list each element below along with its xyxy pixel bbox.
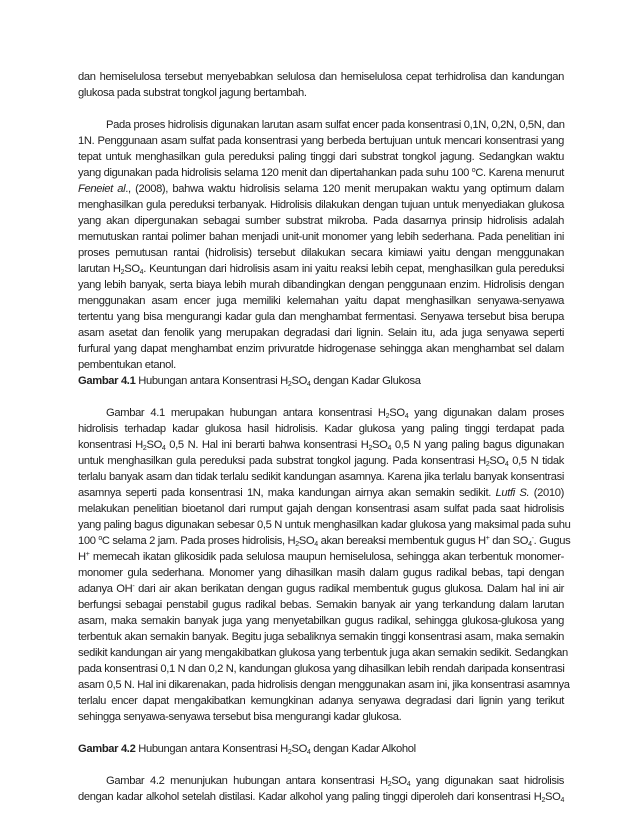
text-span: Hubungan antara Konsentrasi H bbox=[135, 375, 288, 387]
subscript: 4 bbox=[504, 461, 509, 468]
text-line: Pada proses hidrolisis digunakan larutan asam sulfat encer pada konsentrasi 0,1N, 0,2N, 0,5N, dan bbox=[106, 119, 565, 131]
text-span: 0,5 N yang paling bagus digunakan bbox=[391, 439, 564, 451]
subscript: 4 bbox=[161, 445, 166, 452]
text-span: . Gugus bbox=[533, 535, 571, 547]
subscript: 4 bbox=[306, 749, 311, 756]
subscript: 4 bbox=[306, 381, 311, 388]
text-span: dengan Kadar Glukosa bbox=[310, 375, 421, 387]
subscript: 2 bbox=[541, 797, 545, 804]
text-span: Hubungan antara Konsentrasi H bbox=[135, 743, 288, 755]
text-span: 100 bbox=[78, 535, 99, 547]
citation-author: Lutfi S. bbox=[495, 487, 530, 499]
text-line bbox=[78, 582, 564, 597]
text-span: SO bbox=[544, 791, 561, 803]
figure-number: Gambar 4.2 bbox=[78, 743, 136, 755]
figure-number: Gambar 4.1 bbox=[78, 375, 136, 387]
text-span: yang digunakan dalam proses bbox=[408, 407, 565, 419]
text-line: yang lebih banyak, serta biaya lebih murah dibandingkan dengan penggunaan enzim. Hidrolisis dengan bbox=[78, 279, 564, 291]
text-line: menghasilkan gula pereduksi terbanyak. Hidrolisis dilakukan dengan tujuan untuk menyediakan glukosa bbox=[78, 199, 564, 211]
superscript: o bbox=[471, 167, 476, 174]
text-line bbox=[78, 454, 564, 469]
subscript: 4 bbox=[314, 541, 318, 548]
text-line bbox=[78, 262, 564, 277]
subscript: 2 bbox=[142, 445, 147, 452]
text-line bbox=[78, 166, 564, 181]
text-span: dengan Kadar Alkohol bbox=[310, 743, 416, 755]
text-line: melakukan penelitian bioetanol dari rumput gajah dengan konsentrasi asam sulfat pada saat hidrolisis bbox=[78, 503, 564, 515]
text-span: ., (2008), bahwa waktu hidrolisis selama 120 menit merupakan waktu yang optimum dalam bbox=[125, 183, 564, 195]
text-line: pembentukan etanol. bbox=[78, 359, 176, 371]
text-line bbox=[78, 438, 564, 453]
text-line: hidrolisis terhadap kadar glukosa hasil hidrolisis. Kadar glukosa yang paling tinggi terdapat pada bbox=[78, 423, 564, 435]
text-line: asam, maka semakin banyak juga yang menyetabilkan gugus radikal, sehingga glukosa-glukosa yang bbox=[78, 615, 564, 627]
subscript: 2 bbox=[485, 461, 490, 468]
text-line: asam asetat dan fenolik yang merupakan degradasi dari lignin. Selain itu, ada juga senyawa seperti bbox=[78, 327, 564, 339]
text-span: SO bbox=[391, 775, 407, 787]
subscript: 4 bbox=[406, 781, 411, 788]
text-span: C. Karena menurut bbox=[475, 167, 564, 179]
text-span: SO bbox=[291, 743, 307, 755]
subscript: 2 bbox=[385, 413, 390, 420]
text-line: yang paling bagus digunakan sebesar 0,5 N untuk menghasilkan kadar glukosa yang maksimal pada suhu bbox=[78, 519, 571, 531]
text-line: pada konsentrasi 0,1 N dan 0,2 N, kandungan glukosa yang dihasilkan lebih rendah daripada konsentrasi bbox=[78, 663, 565, 675]
superscript: o bbox=[98, 535, 102, 542]
text-span: SO bbox=[489, 455, 505, 467]
text-span: H bbox=[78, 551, 86, 563]
text-span: yang digunakan pada hidrolisis selama 120 menit dan dipertahankan pada suhu 100 bbox=[78, 167, 472, 179]
superscript: - bbox=[531, 535, 534, 542]
text-span: untuk menghasilkan gula pereduksi pada substrat tongkol jagung. Pada konsentrasi H bbox=[78, 455, 486, 467]
text-span: . Keuntungan dari hidrolisis asam ini yaitu reaksi lebih cepat, menghasilkan gula pereduksi bbox=[143, 263, 564, 275]
text-span: Gambar 4.2 menunjukan hubungan antara konsentrasi H bbox=[106, 775, 388, 787]
citation-author: Feneiet al bbox=[78, 183, 126, 195]
subscript: 2 bbox=[368, 445, 372, 452]
text-span: 0,5 N. Hal ini berarti bahwa konsentrasi H bbox=[165, 439, 369, 451]
text-span: dengan kadar alkohol setelah distilasi. Kadar alkohol yang paling tinggi diperoleh dari konsentrasi H bbox=[78, 791, 542, 803]
text-span: Gambar 4.1 merupakan hubungan antara konsentrasi H bbox=[106, 407, 386, 419]
subscript: 2 bbox=[295, 541, 299, 548]
superscript: + bbox=[85, 551, 90, 558]
text-line: monomer gula sederhana. Monomer yang dihasilkan masih dalam gugus radikal bebas, tapi dengan bbox=[78, 567, 564, 579]
text-line bbox=[78, 790, 564, 805]
text-span: SO bbox=[298, 535, 315, 547]
subscript: 4 bbox=[139, 269, 144, 276]
text-span: larutan H bbox=[78, 263, 121, 275]
text-line bbox=[106, 406, 564, 421]
subscript: 4 bbox=[387, 445, 392, 452]
text-span: 0,5 N tidak bbox=[508, 455, 564, 467]
text-line bbox=[78, 486, 564, 501]
text-line: asam 0,5 N. Hal ini dikarenakan, pada hidrolisis dengan menggunakan asam ini, jika konsentrasi asamnya bbox=[78, 679, 570, 691]
text-span: SO bbox=[124, 263, 140, 275]
subscript: 4 bbox=[404, 413, 409, 420]
subscript: 2 bbox=[287, 381, 292, 388]
text-span: SO bbox=[291, 375, 307, 387]
text-line bbox=[78, 550, 564, 565]
text-line: yang akan dipergunakan sebagai sumber substrat mikroba. Pada dasarnya prinsip hidrolisis adalah bbox=[78, 215, 564, 227]
figure-caption bbox=[78, 374, 564, 389]
text-line: terlalu encer dapat mengakibatkan kemungkinan adanya senyawa degradasi dari lignin yang terikut bbox=[78, 695, 564, 707]
text-line: terbentuk akan semakin banyak. Begitu juga sebaliknya semakin tinggi konsentrasi asam, maka semakin bbox=[78, 631, 564, 643]
text-line: memutuskan rantai polimer bahan menjadi unit-unit monomer yang lebih sederhana. Pada penelitian ini bbox=[78, 231, 564, 243]
subscript: 4 bbox=[560, 797, 564, 804]
subscript: 4 bbox=[528, 541, 532, 548]
superscript: + bbox=[485, 535, 490, 542]
text-span: SO bbox=[372, 439, 388, 451]
text-span: adanya OH bbox=[78, 583, 133, 595]
text-line: sehingga senyawa-senyawa tersebut bisa mengurangi kadar glukosa. bbox=[78, 711, 402, 723]
text-line: proses pemutusan rantai (hidrolisis) tersebut dilakukan secara kimiawi yaitu dengan menggunakan bbox=[78, 247, 564, 259]
text-span: akan bereaksi membentuk gugus H bbox=[317, 535, 486, 547]
text-line: glukosa pada substrat tongkol jagung bertambah. bbox=[78, 87, 307, 99]
text-span: C selama 2 jam. Pada proses hidrolisis, H bbox=[101, 535, 296, 547]
text-span: SO bbox=[389, 407, 405, 419]
text-line: 1N. Penggunaan asam sulfat pada konsentrasi yang berbeda bertujuan untuk mencari konsentrasi yang bbox=[78, 135, 564, 147]
text-line: sedikit kandungan air yang mengakibatkan glukosa yang terbentuk juga akan semakin sedikit. Sedangkan bbox=[78, 647, 568, 659]
text-line bbox=[78, 182, 564, 197]
text-line: dan hemiselulosa tersebut menyebabkan selulosa dan hemiselulosa cepat terhidrolisa dan kandungan bbox=[78, 71, 564, 83]
text-line: menggunakan asam encer juga memiliki kelemahan yaitu dapat menghasilkan senyawa-senyawa bbox=[78, 295, 564, 307]
figure-caption bbox=[78, 742, 564, 757]
text-line: berfungsi sebagai penstabil gugus radikal bebas. Semakin banyak air yang terkandung dalam larutan bbox=[78, 599, 564, 611]
subscript: 2 bbox=[120, 269, 125, 276]
subscript: 2 bbox=[387, 781, 392, 788]
text-line bbox=[78, 534, 571, 549]
text-line: terlalu banyak asam dan tidak terlalu sedikit kandungan asamnya. Karena jika terlalu banyak konsentrasi bbox=[78, 471, 564, 483]
text-line bbox=[106, 774, 564, 789]
subscript: 2 bbox=[287, 749, 292, 756]
text-span: SO bbox=[146, 439, 162, 451]
text-span: dan SO bbox=[489, 535, 529, 547]
text-span: dari air akan berikatan dengan gugus radikal membentuk gugus glukosa. Dalam hal ini air bbox=[134, 583, 565, 595]
text-span: memecah ikatan glikosidik pada selulosa maupun hemiselulosa, sehingga akan terbentuk monomer- bbox=[89, 551, 564, 563]
text-span: konsentrasi H bbox=[78, 439, 143, 451]
superscript: - bbox=[132, 583, 135, 590]
text-span: yang digunakan saat hidrolisis bbox=[410, 775, 564, 787]
text-span: asamnya seperti pada konsentrasi 1N, maka kandungan airnya akan semakin sedikit. bbox=[78, 487, 496, 499]
text-line: tertentu yang bisa mengurangi kadar gula dan menghambat fermentasi. Senyawa tersebut bisa berupa bbox=[78, 311, 564, 323]
text-span: (2010) bbox=[529, 487, 564, 499]
text-line: tepat untuk menghasilkan gula pereduksi paling tinggi dari substrat tongkol jagung. Sedangkan waktu bbox=[78, 151, 564, 163]
text-line: furfural yang dapat menghambat enzim privuratde hidrogenase sehingga akan menghambat sel dalam bbox=[78, 343, 564, 355]
